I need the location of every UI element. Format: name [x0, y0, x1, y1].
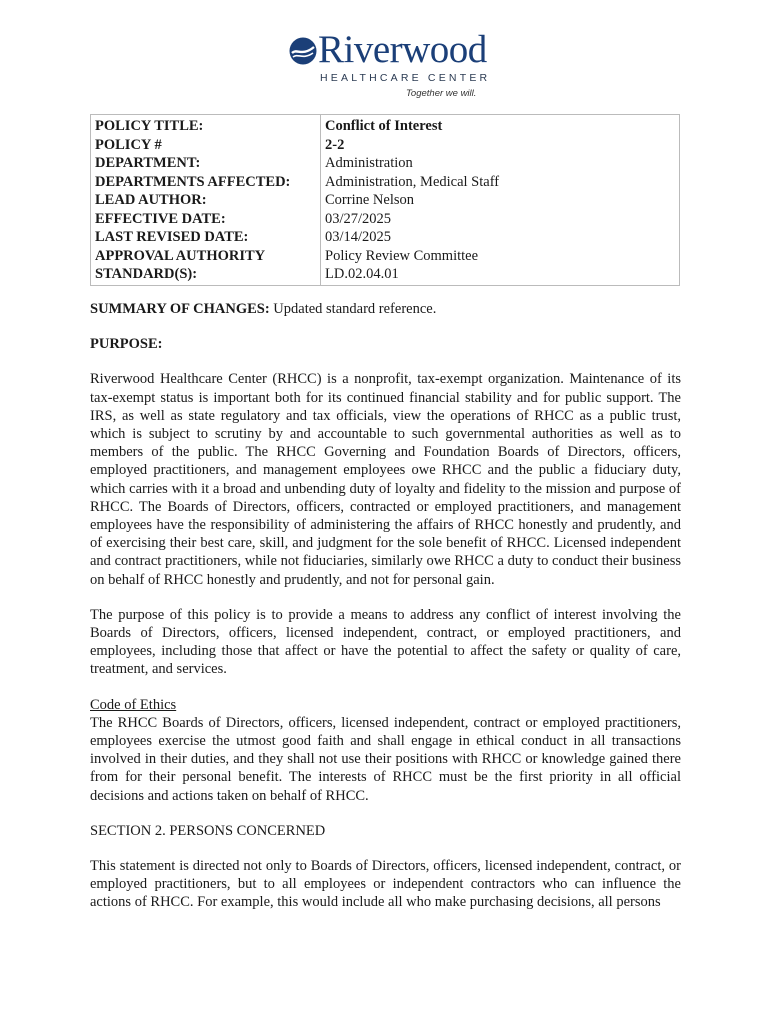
- purpose-paragraph-1: Riverwood Healthcare Center (RHCC) is a nonprofit, tax-exempt organization. Maintenance of its tax-exempt status is important both for its continued financial stability and for public support. The IRS, as well as state regulatory and tax officials, view the operations of RHCC as a public trust, which is subject to scrutiny by and accountable to such governmental authorities as well as to members of the public. The RHCC Governing and Foundation Boards of Directors, officers, employed practitioners, and management employees owe RHCC and the public a fiduciary duty, which carries with it a broad and unbending duty of loyalty and fidelity to the mission and purpose of RHCC. The Boards of Directors, officers, contracted or employed practitioners, and management employees have the responsibility of administering the affairs of RHCC honestly and prudently, and of exercising their best care, skill, and judgment for the sole benefit of RHCC. Licensed independent and contract practitioners, while not fiduciaries, similarly owe RHCC a duty to conduct their business on behalf of RHCC honestly and prudently, and not for personal gain.: [90, 371, 681, 588]
- policy-row: [91, 136, 680, 155]
- policy-row: [91, 115, 680, 136]
- code-of-ethics-heading: Code of Ethics: [90, 696, 177, 713]
- summary-of-changes: [90, 300, 681, 318]
- policy-value: 2-2: [321, 136, 680, 155]
- policy-value: 03/27/2025: [321, 210, 680, 229]
- policy-row: [91, 247, 680, 266]
- code-of-ethics-text: The RHCC Boards of Directors, officers, licensed independent, contract or employed practitioners, employees exercise the utmost good faith and shall engage in ethical conduct in all transactions involved in their duties, and they shall not use their positions with RHCC or knowledge gained there from for their personal benefit. The interests of RHCC must be the first priority in all official decisions and actions taken on behalf of RHCC.: [90, 714, 681, 804]
- policy-row: [91, 265, 680, 285]
- policy-body: [90, 300, 681, 929]
- section-2-text: This statement is directed not only to Boards of Directors, officers, licensed independent, contract, or employed practitioners, but to all employees or independent contractors who can influence the actions of RHCC. For example, this would include all who make purchasing decisions, all persons: [90, 858, 681, 911]
- policy-value: Conflict of Interest: [321, 115, 680, 136]
- logo-subtitle: HEALTHCARE CENTER: [320, 72, 491, 84]
- riverwood-logo-mark-icon: [288, 36, 318, 66]
- policy-row: [91, 154, 680, 173]
- policy-value: LD.02.04.01: [321, 265, 680, 285]
- policy-row: [91, 191, 680, 210]
- policy-info-table: [90, 114, 680, 286]
- purpose-paragraph-2: The purpose of this policy is to provide a means to address any conflict of interest involving the Boards of Directors, officers, licensed independent, contract, or employed practitioners, and employees, including those that affect or have the potential to affect the safety or quality of care, treatment, and services.: [90, 606, 681, 678]
- policy-value: Administration, Medical Staff: [321, 173, 680, 192]
- policy-row: [91, 173, 680, 192]
- policy-label: DEPARTMENTS AFFECTED:: [91, 173, 321, 192]
- policy-label: EFFECTIVE DATE:: [91, 210, 321, 229]
- policy-label: POLICY TITLE:: [91, 115, 321, 136]
- policy-row: [91, 210, 680, 229]
- policy-label: LAST REVISED DATE:: [91, 228, 321, 247]
- policy-label: POLICY #: [91, 136, 321, 155]
- policy-value: Policy Review Committee: [321, 247, 680, 266]
- summary-text: Updated standard reference.: [269, 301, 437, 317]
- policy-value: Administration: [321, 154, 680, 173]
- policy-row: [91, 228, 680, 247]
- policy-label: STANDARD(S):: [91, 265, 321, 285]
- policy-label: DEPARTMENT:: [91, 154, 321, 173]
- logo-tagline: Together we will.: [406, 88, 477, 99]
- riverwood-logo: [288, 28, 491, 102]
- section-2-heading: SECTION 2. PERSONS CONCERNED: [90, 822, 326, 839]
- purpose-heading: PURPOSE:: [90, 336, 163, 353]
- logo-name: Riverwood: [318, 28, 487, 71]
- policy-value: Corrine Nelson: [321, 191, 680, 210]
- policy-label: APPROVAL AUTHORITY: [91, 247, 321, 266]
- summary-label: SUMMARY OF CHANGES:: [90, 301, 270, 317]
- policy-label: LEAD AUTHOR:: [91, 191, 321, 210]
- policy-value: 03/14/2025: [321, 228, 680, 247]
